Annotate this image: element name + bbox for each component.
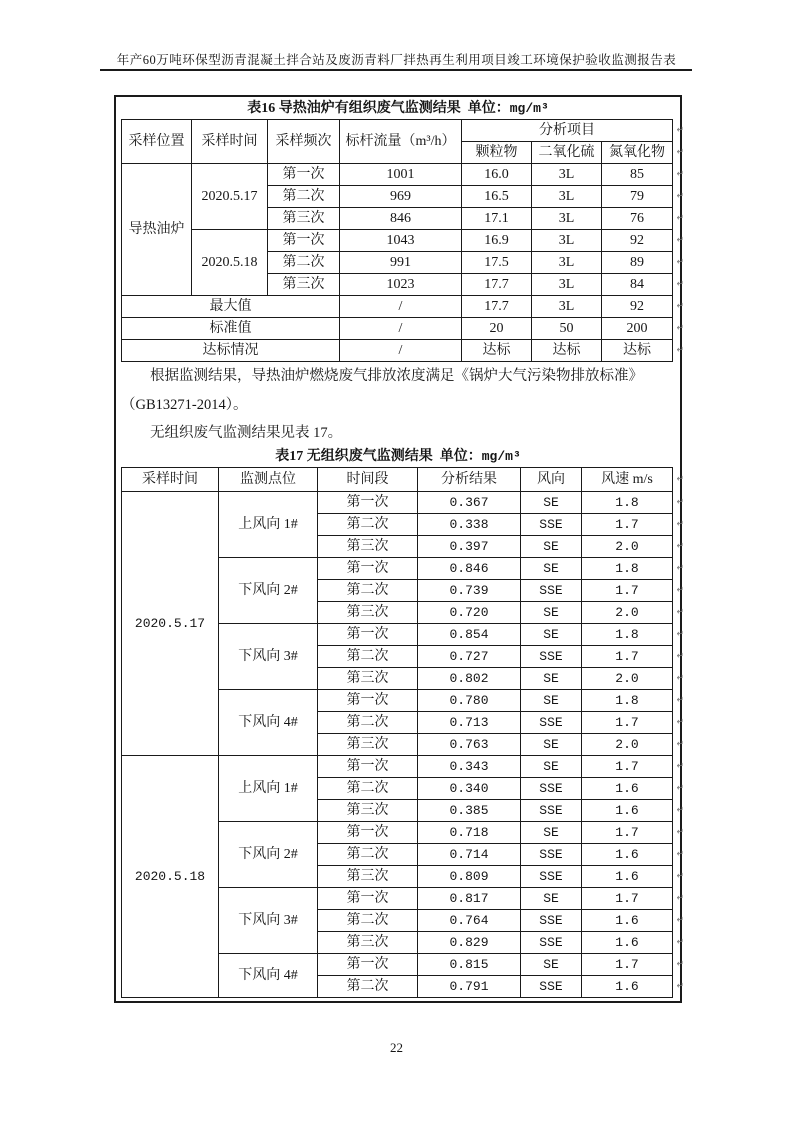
cell-wind-direction: SE bbox=[521, 690, 582, 712]
table16-title bbox=[116, 98, 680, 119]
cell-pm: 16.0 bbox=[462, 164, 532, 186]
line-end-mark-icon: ↵ bbox=[676, 937, 684, 947]
line-end-mark-icon: ↵ bbox=[676, 169, 684, 179]
cell-result: 0.718 bbox=[418, 822, 521, 844]
cell-result: 0.739 bbox=[418, 580, 521, 602]
cell-monitoring-point: 上风向 1# bbox=[219, 756, 318, 822]
cell-sampling-date: 2020.5.18 bbox=[192, 230, 268, 296]
cell-result: 0.340 bbox=[418, 778, 521, 800]
cell-monitoring-point: 下风向 2# bbox=[219, 822, 318, 888]
cell-monitoring-point: 下风向 3# bbox=[219, 888, 318, 954]
cell-wind-direction: SE bbox=[521, 756, 582, 778]
cell-result: 0.809 bbox=[418, 866, 521, 888]
cell-wind-speed: 2.0 ↵ bbox=[582, 734, 673, 756]
line-end-mark-icon: ↵ bbox=[676, 739, 684, 749]
cell-wind-speed: 1.7 ↵ bbox=[582, 712, 673, 734]
cell-period: 第一次 bbox=[318, 558, 418, 580]
table17-unit-prefix: 单位： bbox=[432, 449, 482, 464]
cell-wind-direction: SE bbox=[521, 492, 582, 514]
line-end-mark-icon: ↵ bbox=[676, 981, 684, 991]
cell-wind-direction: SSE bbox=[521, 712, 582, 734]
table16-title-text: 表16 导热油炉有组织废气监测结果 bbox=[247, 101, 461, 116]
line-end-mark-icon: ↵ bbox=[676, 629, 684, 639]
line-end-mark-icon: ↵ bbox=[676, 563, 684, 573]
cell-result: 0.815 bbox=[418, 954, 521, 976]
cell-so2: 3L bbox=[532, 274, 602, 296]
cell-period: 第二次 bbox=[318, 910, 418, 932]
cell-flow: / bbox=[340, 318, 462, 340]
cell-so2: 3L bbox=[532, 252, 602, 274]
cell-wind-direction: SE bbox=[521, 668, 582, 690]
cell-period: 第二次 bbox=[318, 712, 418, 734]
cell-result: 0.817 bbox=[418, 888, 521, 910]
cell-period: 第二次 bbox=[318, 580, 418, 602]
cell-nox: 达标 ↵ bbox=[602, 340, 673, 362]
header-divider bbox=[100, 69, 692, 71]
cell-period: 第三次 bbox=[318, 668, 418, 690]
cell-wind-speed: 1.8 ↵ bbox=[582, 492, 673, 514]
line-end-mark-icon: ↵ bbox=[676, 323, 684, 333]
table17-title-text: 表17 无组织废气监测结果 bbox=[275, 449, 433, 464]
cell-wind-direction: SSE bbox=[521, 580, 582, 602]
cell-sampling-location: 导热油炉 bbox=[122, 164, 192, 296]
column-header-wind-speed: 风速 m/s ↵ bbox=[582, 468, 673, 492]
table-row bbox=[122, 756, 673, 778]
column-header-so2: 二氧化硫 bbox=[532, 142, 602, 164]
table17 bbox=[121, 467, 684, 998]
cell-wind-speed: 1.7 ↵ bbox=[582, 514, 673, 536]
cell-nox: 85 ↵ bbox=[602, 164, 673, 186]
line-end-mark-icon: ↵ bbox=[676, 147, 684, 157]
paragraph-conclusion-line2: （GB13271-2014）。 bbox=[121, 397, 248, 413]
cell-wind-speed: 1.6 ↵ bbox=[582, 778, 673, 800]
cell-nox: 84 ↵ bbox=[602, 274, 673, 296]
cell-wind-speed: 1.7 ↵ bbox=[582, 646, 673, 668]
cell-wind-direction: SE bbox=[521, 536, 582, 558]
cell-wind-speed: 1.8 ↵ bbox=[582, 624, 673, 646]
cell-wind-direction: SE bbox=[521, 558, 582, 580]
cell-summary-label: 标准值 bbox=[122, 318, 340, 340]
cell-result: 0.713 bbox=[418, 712, 521, 734]
line-end-mark-icon: ↵ bbox=[676, 651, 684, 661]
cell-wind-direction: SE bbox=[521, 822, 582, 844]
table16-body bbox=[122, 164, 684, 362]
cell-result: 0.791 bbox=[418, 976, 521, 998]
cell-result: 0.367 bbox=[418, 492, 521, 514]
cell-result: 0.854 bbox=[418, 624, 521, 646]
cell-result: 0.385 bbox=[418, 800, 521, 822]
column-header-result: 分析结果 bbox=[418, 468, 521, 492]
cell-wind-direction: SSE bbox=[521, 646, 582, 668]
cell-flow: 969 bbox=[340, 186, 462, 208]
cell-result: 0.727 bbox=[418, 646, 521, 668]
paragraph-conclusion-line1: 根据监测结果，导热油炉燃烧废气排放浓度满足《锅炉大气污染物排放标准》 bbox=[150, 368, 643, 384]
cell-nox: 92 ↵ bbox=[602, 296, 673, 318]
cell-flow: / bbox=[340, 340, 462, 362]
cell-result: 0.829 bbox=[418, 932, 521, 954]
line-end-mark-icon: ↵ bbox=[676, 717, 684, 727]
line-end-mark-icon: ↵ bbox=[676, 893, 684, 903]
line-end-mark-icon: ↵ bbox=[676, 519, 684, 529]
cell-nox: 76 ↵ bbox=[602, 208, 673, 230]
line-end-mark-icon: ↵ bbox=[676, 235, 684, 245]
cell-so2: 3L bbox=[532, 186, 602, 208]
line-end-mark-icon: ↵ bbox=[676, 541, 684, 551]
document-header-title: 年产60万吨环保型沥青混凝土拌合站及废沥青料厂拌热再生利用项目竣工环境保护验收监测报告表 bbox=[116, 53, 677, 67]
table-summary-row bbox=[122, 296, 673, 318]
cell-period: 第二次 bbox=[318, 844, 418, 866]
content-frame bbox=[114, 95, 682, 1003]
cell-result: 0.764 bbox=[418, 910, 521, 932]
cell-period: 第一次 bbox=[318, 492, 418, 514]
cell-period: 第二次 bbox=[318, 976, 418, 998]
column-header-freq: 采样频次 bbox=[268, 120, 340, 164]
cell-sampling-date: 2020.5.17 bbox=[122, 492, 219, 756]
column-header-period: 时间段 bbox=[318, 468, 418, 492]
line-end-mark-icon: ↵ bbox=[676, 805, 684, 815]
cell-wind-direction: SSE bbox=[521, 514, 582, 536]
cell-result: 0.397 bbox=[418, 536, 521, 558]
cell-monitoring-point: 下风向 3# bbox=[219, 624, 318, 690]
cell-wind-speed: 1.7 ↵ bbox=[582, 756, 673, 778]
table-summary-row bbox=[122, 340, 673, 362]
cell-period: 第一次 bbox=[318, 954, 418, 976]
cell-wind-direction: SSE bbox=[521, 800, 582, 822]
cell-monitoring-point: 上风向 1# bbox=[219, 492, 318, 558]
table-row bbox=[122, 492, 673, 514]
cell-sampling-date: 2020.5.18 bbox=[122, 756, 219, 998]
cell-period: 第三次 bbox=[318, 602, 418, 624]
cell-period: 第三次 bbox=[318, 932, 418, 954]
cell-so2: 3L bbox=[532, 164, 602, 186]
cell-so2: 达标 bbox=[532, 340, 602, 362]
cell-period: 第一次 bbox=[318, 822, 418, 844]
cell-pm: 16.5 bbox=[462, 186, 532, 208]
cell-frequency: 第二次 bbox=[268, 186, 340, 208]
cell-monitoring-point: 下风向 2# bbox=[219, 558, 318, 624]
cell-frequency: 第二次 bbox=[268, 252, 340, 274]
line-end-mark-icon: ↵ bbox=[676, 783, 684, 793]
cell-wind-direction: SE bbox=[521, 954, 582, 976]
cell-period: 第三次 bbox=[318, 734, 418, 756]
cell-wind-speed: 1.7 ↵ bbox=[582, 822, 673, 844]
cell-summary-label: 达标情况 bbox=[122, 340, 340, 362]
cell-wind-speed: 1.8 ↵ bbox=[582, 690, 673, 712]
cell-wind-speed: 2.0 ↵ bbox=[582, 602, 673, 624]
cell-result: 0.338 bbox=[418, 514, 521, 536]
line-end-mark-icon: ↵ bbox=[676, 257, 684, 267]
cell-flow: 1043 bbox=[340, 230, 462, 252]
cell-pm: 20 bbox=[462, 318, 532, 340]
column-header-pm: 颗粒物 bbox=[462, 142, 532, 164]
cell-wind-direction: SSE bbox=[521, 910, 582, 932]
paragraph-ref-table17: 无组织废气监测结果见表 17。 bbox=[150, 425, 343, 441]
cell-wind-direction: SE bbox=[521, 734, 582, 756]
cell-pm: 达标 bbox=[462, 340, 532, 362]
cell-frequency: 第一次 bbox=[268, 230, 340, 252]
cell-wind-speed: 2.0 ↵ bbox=[582, 668, 673, 690]
table-row bbox=[122, 164, 673, 186]
cell-result: 0.720 bbox=[418, 602, 521, 624]
cell-wind-direction: SSE bbox=[521, 932, 582, 954]
cell-period: 第一次 bbox=[318, 888, 418, 910]
line-end-mark-icon: ↵ bbox=[676, 871, 684, 881]
cell-frequency: 第三次 bbox=[268, 208, 340, 230]
cell-result: 0.802 bbox=[418, 668, 521, 690]
cell-period: 第一次 bbox=[318, 624, 418, 646]
cell-nox: 92 ↵ bbox=[602, 230, 673, 252]
line-end-mark-icon: ↵ bbox=[676, 497, 684, 507]
line-end-mark-icon: ↵ bbox=[676, 125, 684, 135]
cell-period: 第二次 bbox=[318, 646, 418, 668]
table16-unit-prefix: 单位： bbox=[460, 101, 510, 116]
cell-wind-direction: SSE bbox=[521, 976, 582, 998]
cell-result: 0.714 bbox=[418, 844, 521, 866]
cell-flow: 1023 bbox=[340, 274, 462, 296]
cell-summary-label: 最大值 bbox=[122, 296, 340, 318]
cell-period: 第二次 bbox=[318, 514, 418, 536]
cell-pm: 17.5 bbox=[462, 252, 532, 274]
line-end-mark-icon: ↵ bbox=[676, 345, 684, 355]
cell-wind-speed: 1.8 ↵ bbox=[582, 558, 673, 580]
table17-body bbox=[122, 492, 684, 998]
table17-header bbox=[122, 468, 684, 492]
cell-frequency: 第一次 bbox=[268, 164, 340, 186]
cell-so2: 3L bbox=[532, 230, 602, 252]
cell-period: 第二次 bbox=[318, 778, 418, 800]
line-end-mark-icon: ↵ bbox=[676, 607, 684, 617]
cell-wind-speed: 1.6 ↵ bbox=[582, 932, 673, 954]
column-header-nox: 氮氧化物 ↵ bbox=[602, 142, 673, 164]
cell-result: 0.846 bbox=[418, 558, 521, 580]
line-end-mark-icon: ↵ bbox=[676, 915, 684, 925]
table16-header bbox=[122, 120, 684, 164]
column-header-time: 采样时间 bbox=[192, 120, 268, 164]
cell-period: 第一次 bbox=[318, 690, 418, 712]
cell-sampling-date: 2020.5.17 bbox=[192, 164, 268, 230]
cell-pm: 17.1 bbox=[462, 208, 532, 230]
cell-nox: 79 ↵ bbox=[602, 186, 673, 208]
cell-flow: 1001 bbox=[340, 164, 462, 186]
line-end-mark-icon: ↵ bbox=[676, 761, 684, 771]
cell-nox: 89 ↵ bbox=[602, 252, 673, 274]
cell-period: 第三次 bbox=[318, 800, 418, 822]
line-end-mark-icon: ↵ bbox=[676, 585, 684, 595]
cell-flow: 846 bbox=[340, 208, 462, 230]
cell-wind-speed: 1.6 ↵ bbox=[582, 800, 673, 822]
line-end-mark-icon: ↵ bbox=[676, 213, 684, 223]
cell-wind-speed: 1.6 ↵ bbox=[582, 976, 673, 998]
column-header-sample-time: 采样时间 bbox=[122, 468, 219, 492]
column-header-wind-dir: 风向 bbox=[521, 468, 582, 492]
line-end-mark-icon: ↵ bbox=[676, 827, 684, 837]
cell-monitoring-point: 下风向 4# bbox=[219, 690, 318, 756]
line-end-mark-icon: ↵ bbox=[676, 695, 684, 705]
cell-flow: 991 bbox=[340, 252, 462, 274]
column-header-point: 监测点位 bbox=[219, 468, 318, 492]
table17-title bbox=[116, 446, 680, 467]
cell-wind-direction: SE bbox=[521, 602, 582, 624]
page-number: 22 bbox=[390, 1040, 403, 1055]
line-end-mark-icon: ↵ bbox=[676, 849, 684, 859]
cell-frequency: 第三次 bbox=[268, 274, 340, 296]
cell-pm: 16.9 bbox=[462, 230, 532, 252]
line-end-mark-icon: ↵ bbox=[676, 474, 684, 484]
cell-result: 0.343 bbox=[418, 756, 521, 778]
cell-nox: 200 ↵ bbox=[602, 318, 673, 340]
line-end-mark-icon: ↵ bbox=[676, 959, 684, 969]
table17-unit-value: mg/m³ bbox=[481, 449, 521, 464]
line-end-mark-icon: ↵ bbox=[676, 673, 684, 683]
cell-wind-direction: SE bbox=[521, 888, 582, 910]
cell-so2: 50 bbox=[532, 318, 602, 340]
cell-monitoring-point: 下风向 4# bbox=[219, 954, 318, 998]
column-header-analysis: 分析项目 ↵ bbox=[462, 120, 673, 142]
cell-wind-speed: 1.7 ↵ bbox=[582, 580, 673, 602]
cell-period: 第三次 bbox=[318, 866, 418, 888]
line-end-mark-icon: ↵ bbox=[676, 301, 684, 311]
cell-result: 0.763 bbox=[418, 734, 521, 756]
cell-wind-direction: SSE bbox=[521, 778, 582, 800]
table16-unit-value: mg/m³ bbox=[509, 101, 549, 116]
cell-flow: / bbox=[340, 296, 462, 318]
cell-wind-direction: SE bbox=[521, 624, 582, 646]
cell-period: 第一次 bbox=[318, 756, 418, 778]
cell-so2: 3L bbox=[532, 208, 602, 230]
cell-so2: 3L bbox=[532, 296, 602, 318]
line-end-mark-icon: ↵ bbox=[676, 279, 684, 289]
cell-wind-speed: 1.6 ↵ bbox=[582, 844, 673, 866]
cell-wind-speed: 1.7 ↵ bbox=[582, 954, 673, 976]
cell-wind-direction: SSE bbox=[521, 866, 582, 888]
cell-pm: 17.7 bbox=[462, 296, 532, 318]
table-row bbox=[122, 230, 673, 252]
line-end-mark-icon: ↵ bbox=[676, 191, 684, 201]
cell-period: 第三次 bbox=[318, 536, 418, 558]
cell-wind-speed: 1.7 ↵ bbox=[582, 888, 673, 910]
cell-result: 0.780 bbox=[418, 690, 521, 712]
table16 bbox=[121, 119, 684, 362]
column-header-flow: 标杆流量（m³/h） bbox=[340, 120, 462, 164]
table-summary-row bbox=[122, 318, 673, 340]
cell-wind-speed: 2.0 ↵ bbox=[582, 536, 673, 558]
cell-wind-speed: 1.6 ↵ bbox=[582, 866, 673, 888]
cell-wind-direction: SSE bbox=[521, 844, 582, 866]
cell-pm: 17.7 bbox=[462, 274, 532, 296]
column-header-location: 采样位置 bbox=[122, 120, 192, 164]
cell-wind-speed: 1.6 ↵ bbox=[582, 910, 673, 932]
